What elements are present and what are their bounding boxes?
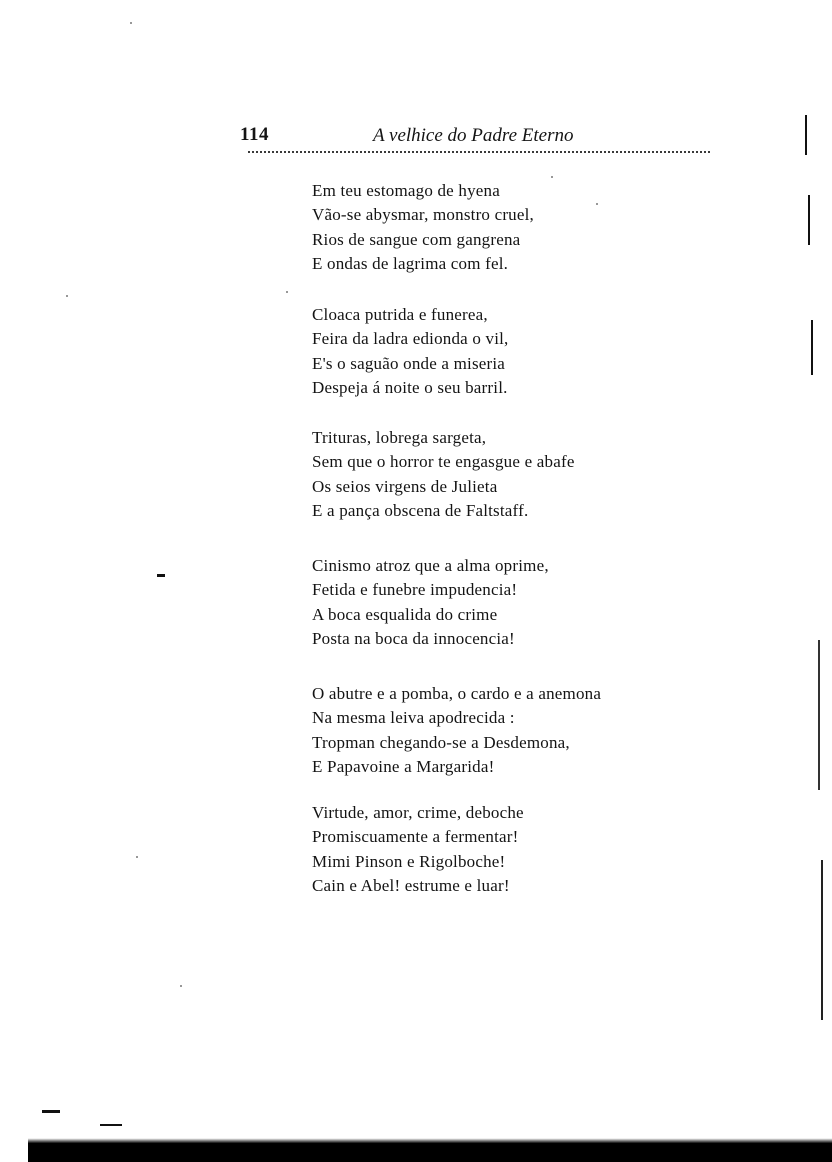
stanza-6: [312, 801, 524, 898]
verse: Promiscuamente a fermentar!: [312, 827, 519, 847]
verse: E ondas de lagrima com fel.: [312, 253, 509, 273]
running-title: A velhice do Padre Eterno: [373, 125, 574, 146]
verse: Cain e Abel! estrume e luar!: [312, 875, 510, 895]
scan-speck: [286, 291, 288, 293]
verse: Mimi Pinson e Rigolboche!: [312, 851, 506, 871]
scan-speck: [66, 295, 68, 297]
scan-speck: [130, 22, 132, 24]
scan-mark-right-1: [805, 115, 807, 155]
stanza-3: [312, 426, 575, 523]
scan-speck: [136, 856, 138, 858]
scan-speck: [180, 985, 182, 987]
verse: E a pança obscena de Faltstaff.: [312, 500, 529, 520]
verse: O abutre e a pomba, o cardo e a anemona: [312, 684, 602, 703]
scan-mark-right-5: [821, 860, 823, 1020]
scan-mark-bottom-left: [42, 1110, 60, 1113]
scan-mark-right-3: [811, 320, 813, 375]
verse: Rios de sangue com gangrena: [312, 229, 521, 249]
verse: Na mesma leiva apodrecida :: [312, 708, 515, 728]
scan-mark-right-2: [808, 195, 810, 245]
verse: Cloaca putrida e funerea,: [312, 305, 488, 324]
stanza-2: [312, 303, 509, 400]
scan-mark-left: [157, 574, 165, 577]
scan-mark-right-4: [818, 640, 820, 790]
verse: Sem que o horror te engasgue e abafe: [312, 452, 575, 472]
verse: Trituras, lobrega sargeta,: [312, 428, 487, 447]
verse: Em teu estomago de hyena: [312, 181, 500, 200]
page-header: [240, 124, 712, 152]
scan-speck: [551, 176, 553, 178]
verse: Os seios virgens de Julieta: [312, 476, 498, 496]
verse: E's o saguão onde a miseria: [312, 353, 506, 373]
scan-speck: [596, 203, 598, 205]
verse: E Papavoine a Margarida!: [312, 756, 495, 776]
verse: Feira da ladra edionda o vil,: [312, 329, 509, 349]
verse: Posta na boca da innocencia!: [312, 628, 515, 648]
verse: Vão-se abysmar, monstro cruel,: [312, 205, 535, 225]
scan-mark-bottom-left-2: [100, 1124, 122, 1126]
page-number: 114: [240, 124, 269, 145]
header-rule: [248, 151, 710, 153]
verse: Cinismo atroz que a alma oprime,: [312, 556, 549, 575]
stanza-4: [312, 554, 549, 651]
stanza-5: [312, 682, 601, 779]
verse: Tropman chegando-se a Desdemona,: [312, 732, 570, 752]
stanza-1: [312, 179, 534, 276]
scan-bottom-shadow: [28, 1128, 832, 1162]
verse: A boca esqualida do crime: [312, 604, 498, 624]
verse: Despeja á noite o seu barril.: [312, 377, 508, 397]
verse: Fetida e funebre impudencia!: [312, 580, 518, 600]
verse: Virtude, amor, crime, deboche: [312, 803, 524, 822]
